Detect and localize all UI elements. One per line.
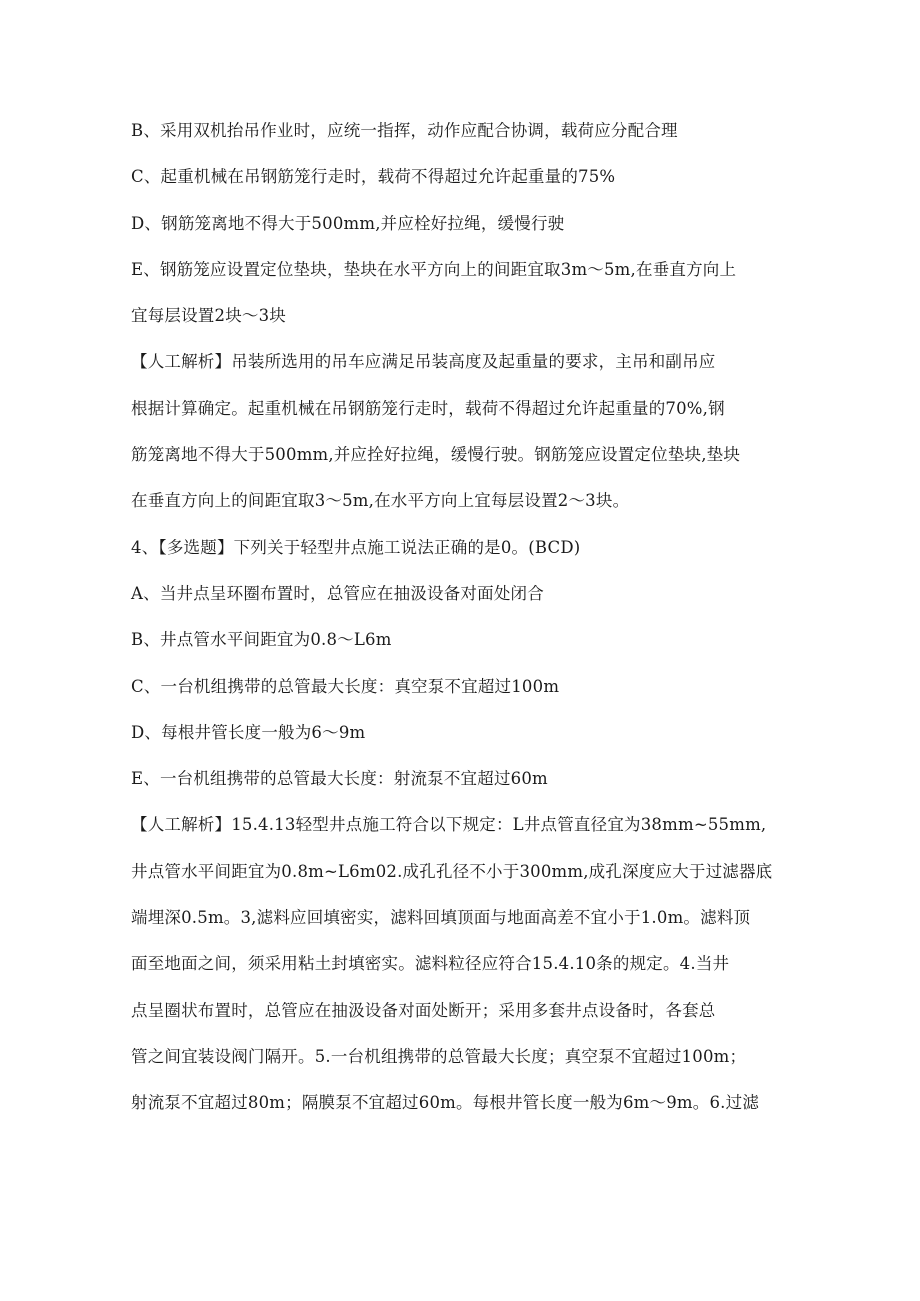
analysis-text: 端埋深0.5m。3,滤料应回填密实，滤料回填顶面与地面高差不宜小于1.0m。滤料顶 bbox=[131, 908, 751, 928]
option-c-text: C、一台机组携带的总管最大长度：真空泵不宜超过100m bbox=[131, 676, 560, 696]
question-4-text: 4、【多选题】下列关于轻型井点施工说法正确的是0。(BCD) bbox=[131, 537, 581, 557]
option-b-text: B、井点管水平间距宜为0.8〜L6m bbox=[131, 630, 392, 650]
option-c-text: C、起重机械在吊钢筋笼行走时，载荷不得超过允许起重量的75% bbox=[131, 167, 616, 187]
option-d-text: D、每根井管长度一般为6〜9m bbox=[131, 722, 366, 742]
option-b-text: B、采用双机抬吊作业时，应统一指挥，动作应配合协调，载荷应分配合理 bbox=[131, 121, 678, 140]
analysis-text: 射流泵不宜超过80m；隔膜泵不宜超过60m。每根井管长度一般为6m〜9m。6.过滤 bbox=[131, 1093, 760, 1113]
option-e-text-cont: 宜每层设置2块〜3块 bbox=[131, 306, 286, 326]
option-d-text: D、钢筋笼离地不得大于500mm,并应栓好拉绳，缓慢行驶 bbox=[131, 213, 565, 233]
option-e-text: E、一台机组携带的总管最大长度：射流泵不宜超过60m bbox=[131, 769, 548, 789]
document-body bbox=[131, 116, 791, 1135]
analysis-text: 在垂直方向上的间距宜取3〜5m,在水平方向上宜每层设置2〜3块。 bbox=[131, 491, 630, 511]
option-a-text: A、当井点呈环圈布置时，总管应在抽汲设备对面处闭合 bbox=[131, 583, 544, 603]
analysis-text: 井点管水平间距宜为0.8m~L6m02.成孔孔径不小于300mm,成孔深度应大于过滤器底 bbox=[131, 861, 773, 881]
analysis-text: 筋笼离地不得大于500mm,并应拴好拉绳，缓慢行驶。钢筋笼应设置定位垫块,垫块 bbox=[131, 445, 741, 465]
option-e-text: E、钢筋笼应设置定位垫块，垫块在水平方向上的间距宜取3m〜5m,在垂直方向上 bbox=[131, 259, 737, 279]
analysis-text: 根据计算确定。起重机械在吊钢筋笼行走时，载荷不得超过允许起重量的70%,钢 bbox=[131, 398, 725, 418]
analysis-text: 面至地面之间，须采用粘土封填密实。滤料粒径应符合15.4.10条的规定。4.当井 bbox=[131, 954, 730, 974]
analysis-text: 管之间宜装设阀门隔开。5.一台机组携带的总管最大长度；真空泵不宜超过100m； bbox=[131, 1046, 747, 1066]
analysis-text: 【人工解析】吊装所选用的吊车应满足吊装高度及起重量的要求，主吊和副吊应 bbox=[131, 352, 716, 372]
analysis-text: 点呈圈状布置时，总管应在抽汲设备对面处断开；采用多套井点设备时，各套总 bbox=[131, 1000, 716, 1020]
analysis-text: 【人工解析】15.4.13轻型井点施工符合以下规定：L井点管直径宜为38mm~55mm, bbox=[131, 815, 767, 835]
